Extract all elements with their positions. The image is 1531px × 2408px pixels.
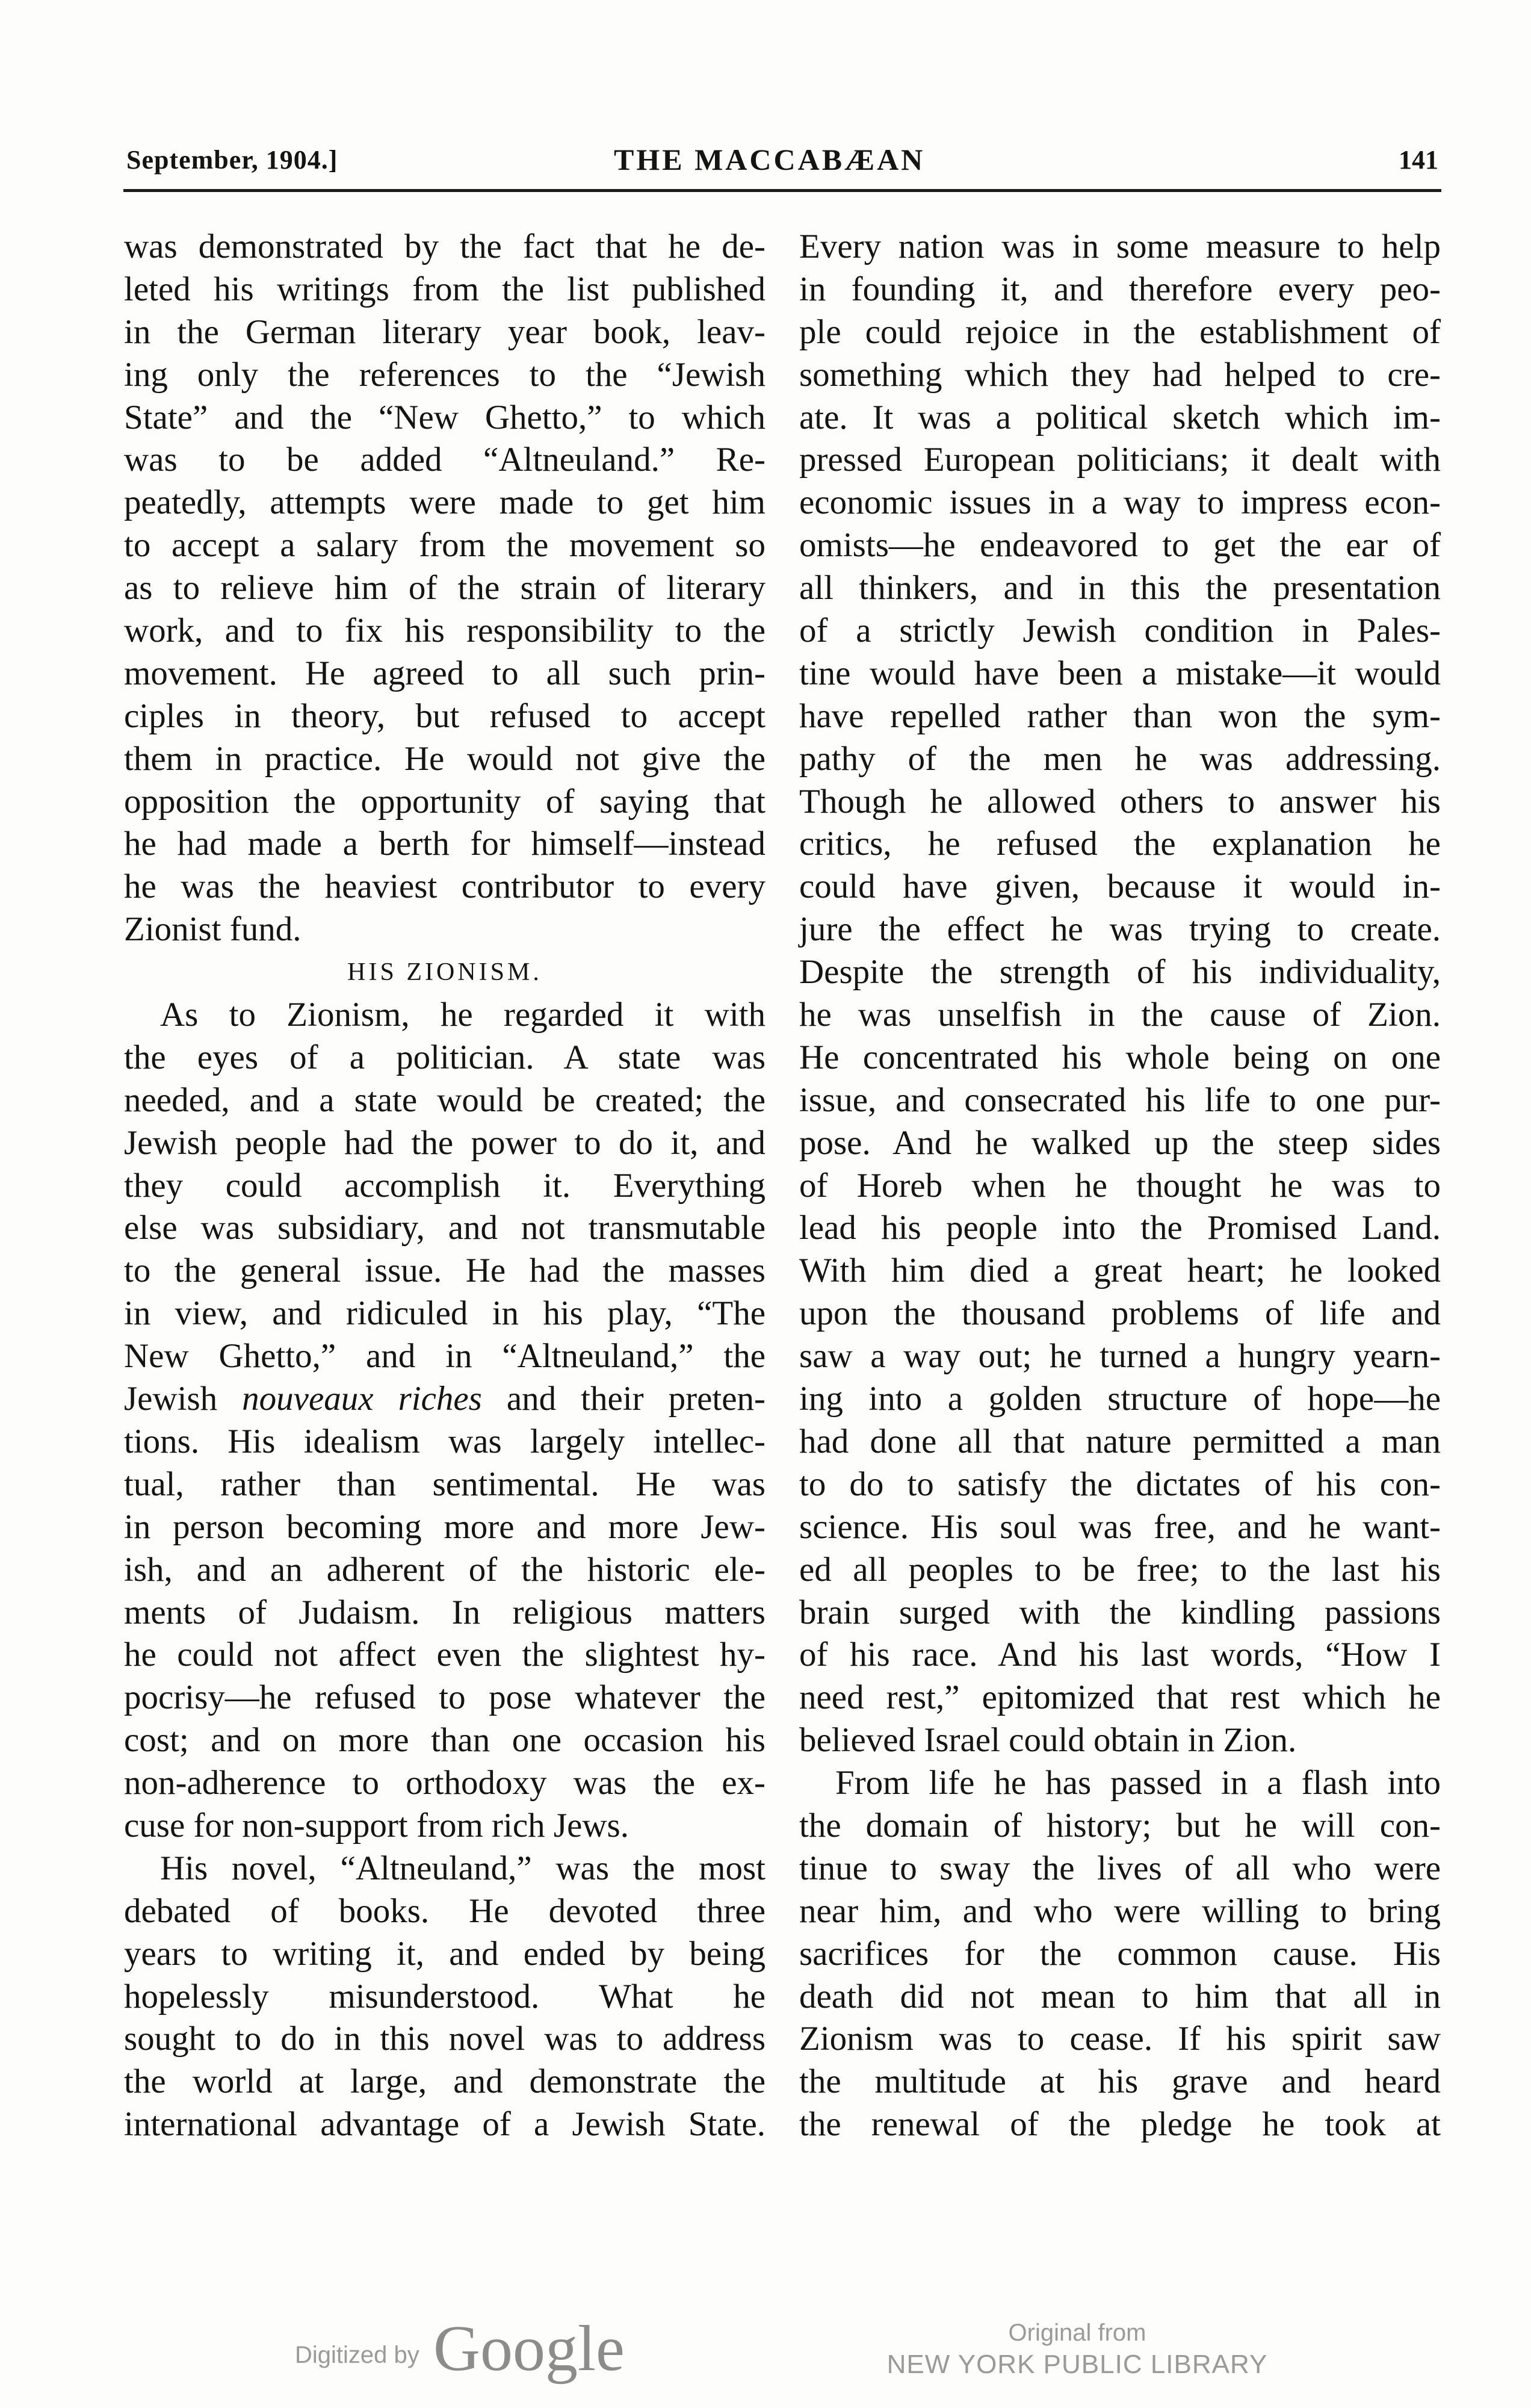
text-line: had done all that nature permitted a man [799, 1422, 1441, 1460]
text-line: was demonstrated by the fact that he de- [124, 228, 766, 265]
text-line: tine would have been a mistake—it would [799, 654, 1441, 692]
text-line: saw a way out; he turned a hungry yearn- [799, 1337, 1441, 1376]
text-line: Jewish people had the power to do it, and [124, 1123, 766, 1162]
text-line: cost; and on more than one occasion his [124, 1721, 766, 1760]
text-line: Though he allowed others to answer his [799, 782, 1441, 821]
text-line: the eyes of a politician. A state was [124, 1038, 766, 1076]
text-line: State” and the “New Ghetto,” to which [124, 398, 766, 436]
header-page-number: 141 [1399, 145, 1438, 175]
header-date: September, 1904.] [126, 145, 338, 175]
text-line: he was the heaviest contributor to every [124, 867, 766, 906]
text-column-left [124, 226, 766, 2146]
library-attribution [885, 2318, 1270, 2382]
header-journal-title: THE MACCABÆAN [614, 143, 926, 176]
text-line: pose. And he walked up the steep sides [799, 1123, 1441, 1162]
text-line: upon the thousand problems of life and [799, 1294, 1441, 1333]
text-line: sought to do in this novel was to address [124, 2020, 766, 2058]
text-line: of his race. And his last words, “How I [799, 1636, 1441, 1674]
text-line: sacrifices for the common cause. His [799, 1934, 1441, 1973]
text-line: ed all peoples to be free; to the last his [799, 1550, 1441, 1589]
text-line: in person becoming more and more Jew- [124, 1507, 766, 1546]
text-line: hopelessly misunderstood. What he [124, 1977, 766, 2015]
text-line: Zionism was to cease. If his spirit saw [799, 2020, 1441, 2058]
text-line: leted his writings from the list published [124, 270, 766, 308]
text-column-right [799, 226, 1441, 2146]
digitized-by-label: Digitized by [295, 2342, 419, 2368]
header-rule [123, 189, 1441, 192]
text-line: Jewish nouveaux riches and their preten- [124, 1380, 766, 1418]
text-line: peatedly, attempts were made to get him [124, 483, 766, 522]
text-line: ish, and an adherent of the historic ele- [124, 1550, 766, 1589]
text-line: pressed European politicians; it dealt with [799, 441, 1441, 479]
text-line: need rest,” epitomized that rest which he [799, 1678, 1441, 1717]
text-line: the multitude at his grave and heard [799, 2062, 1441, 2101]
text-line: he was unselfish in the cause of Zion. [799, 996, 1441, 1034]
text-line: omists—he endeavored to get the ear of [799, 526, 1441, 565]
section-heading: HIS ZIONISM. [347, 958, 542, 987]
text-line: ing only the references to the “Jewish [124, 355, 766, 394]
text-line: critics, he refused the explanation he [799, 825, 1441, 863]
text-line: cuse for non-support from rich Jews. [124, 1806, 629, 1845]
text-line: of Horeb when he thought he was to [799, 1166, 1441, 1205]
text-line: tions. His idealism was largely intellec- [124, 1422, 766, 1460]
text-line: the renewal of the pledge he took at [799, 2105, 1441, 2144]
text-line: With him died a great heart; he looked [799, 1252, 1441, 1290]
text-line: the domain of history; but he will con- [799, 1806, 1441, 1845]
text-line: pocrisy—he refused to pose whatever the [124, 1678, 766, 1717]
text-line: movement. He agreed to all such prin- [124, 654, 766, 692]
text-line: ciples in theory, but refused to accept [124, 697, 766, 735]
text-line: he could not affect even the slightest hy- [124, 1636, 766, 1674]
text-line: believed Israel could obtain in Zion. [799, 1721, 1297, 1760]
text-line: His novel, “Altneuland,” was the most [160, 1849, 766, 1887]
text-line: all thinkers, and in this the presentation [799, 569, 1441, 607]
text-line: of a strictly Jewish condition in Pales- [799, 612, 1441, 650]
text-line: to the general issue. He had the masses [124, 1252, 766, 1290]
text-line: tinue to sway the lives of all who were [799, 1849, 1441, 1887]
text-line: opposition the opportunity of saying that [124, 782, 766, 821]
text-line: something which they had helped to cre- [799, 355, 1441, 394]
text-line: near him, and who were willing to bring [799, 1891, 1441, 1930]
text-line: death did not mean to him that all in [799, 1977, 1441, 2015]
text-line: the world at large, and demonstrate the [124, 2062, 766, 2101]
text-line: He concentrated his whole being on one [799, 1038, 1441, 1076]
text-line: jure the effect he was trying to create. [799, 910, 1441, 949]
text-line: economic issues in a way to impress econ- [799, 483, 1441, 522]
text-line: From life he has passed in a flash into [835, 1764, 1441, 1802]
text-line: ments of Judaism. In religious matters [124, 1593, 766, 1631]
text-line: issue, and consecrated his life to one pur- [799, 1081, 1441, 1119]
text-line: else was subsidiary, and not transmutable [124, 1209, 766, 1247]
text-line: have repelled rather than won the sym- [799, 697, 1441, 735]
text-line: to do to satisfy the dictates of his con- [799, 1465, 1441, 1503]
text-line: could have given, because it would in- [799, 867, 1441, 906]
text-line: needed, and a state would be created; the [124, 1081, 766, 1119]
text-line: tual, rather than sentimental. He was [124, 1465, 766, 1503]
google-logo: Google [433, 2313, 625, 2385]
text-line: non-adherence to orthodoxy was the ex- [124, 1764, 766, 1802]
text-line: science. His soul was free, and he want- [799, 1507, 1441, 1546]
text-line: in the German literary year book, leav- [124, 312, 766, 351]
library-name: NEW YORK PUBLIC LIBRARY [886, 2350, 1268, 2379]
text-line: brain surged with the kindling passions [799, 1593, 1441, 1631]
text-line: Every nation was in some measure to help [799, 228, 1441, 265]
text-line: was to be added “Altneuland.” Re- [124, 441, 766, 479]
text-line: them in practice. He would not give the [124, 739, 766, 778]
text-line: debated of books. He devoted three [124, 1891, 766, 1930]
text-line: as to relieve him of the strain of literary [124, 569, 766, 607]
text-line: ate. It was a political sketch which im- [799, 398, 1441, 436]
text-line: work, and to fix his responsibility to the [124, 612, 766, 650]
text-line: Zionist fund. [124, 910, 302, 949]
text-line: he had made a berth for himself—instead [124, 825, 766, 863]
text-line: to accept a salary from the movement so [124, 526, 766, 565]
text-line: Despite the strength of his individuality, [799, 953, 1441, 991]
text-line: lead his people into the Promised Land. [799, 1209, 1441, 1247]
text-line: ing into a golden structure of hope—he [799, 1380, 1441, 1418]
text-line: pathy of the men he was addressing. [799, 739, 1441, 778]
text-line: in view, and ridiculed in his play, “The [124, 1294, 766, 1333]
original-from-label: Original from [1008, 2320, 1146, 2346]
text-line: As to Zionism, he regarded it with [160, 996, 766, 1034]
running-header [126, 144, 1438, 183]
text-line: years to writing it, and ended by being [124, 1934, 766, 1973]
text-line: in founding it, and therefore every peo- [799, 270, 1441, 308]
text-line: they could accomplish it. Everything [124, 1166, 766, 1205]
text-line: New Ghetto,” and in “Altneuland,” the [124, 1337, 766, 1376]
text-line: ple could rejoice in the establishment of [799, 312, 1441, 351]
google-attribution [295, 2312, 644, 2384]
text-line: international advantage of a Jewish State. [124, 2105, 766, 2144]
